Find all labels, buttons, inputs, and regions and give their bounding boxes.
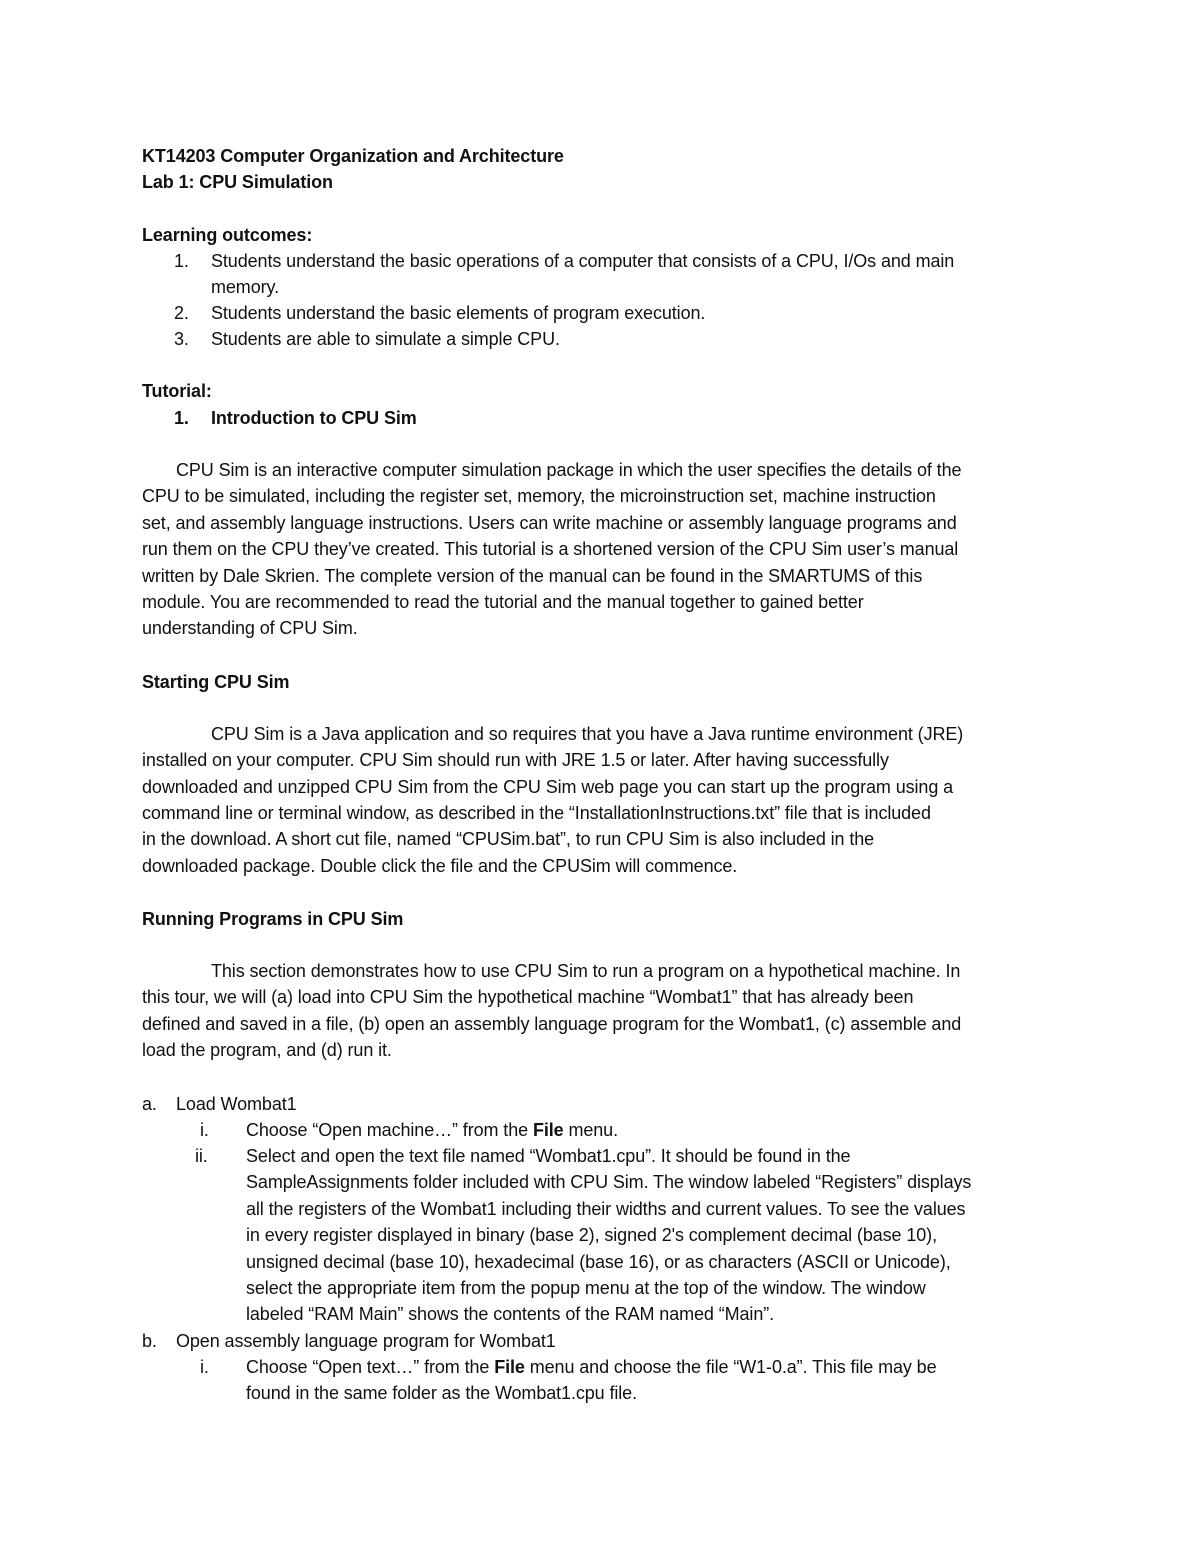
substep-line: Select and open the text file named “Wombat1.cpu”. It should be found in the — [246, 1146, 851, 1166]
substep-text-post: menu. — [563, 1120, 618, 1140]
paragraph-line: command line or terminal window, as described in the “InstallationInstructions.txt” file that is included — [142, 803, 931, 823]
substep-number: i. — [200, 1120, 209, 1140]
paragraph-line: CPU to be simulated, including the register set, memory, the microinstruction set, machine instruction — [142, 486, 936, 506]
paragraph-line: downloaded and unzipped CPU Sim from the CPU Sim web page you can start up the program using a — [142, 777, 954, 797]
step-label: b. — [142, 1331, 157, 1351]
substep-line: select the appropriate item from the popup menu at the top of the window. The window — [246, 1278, 926, 1298]
tutorial-heading: Tutorial: — [142, 381, 212, 401]
step-text: Load Wombat1 — [176, 1094, 297, 1114]
paragraph-line: downloaded package. Double click the file and the CPUSim will commence. — [142, 856, 738, 876]
substep-line: all the registers of the Wombat1 including their widths and current values. To see the values — [246, 1199, 966, 1219]
paragraph-line: module. You are recommended to read the tutorial and the manual together to gained better — [142, 592, 864, 612]
substep-line: labeled “RAM Main” shows the contents of the RAM named “Main”. — [246, 1304, 775, 1324]
paragraph-line: defined and saved in a file, (b) open an assembly language program for the Wombat1, (c) assemble and — [142, 1014, 962, 1034]
outcome-number: 3. — [174, 329, 189, 349]
lab-title: Lab 1: CPU Simulation — [142, 172, 333, 192]
outcome-text: Students understand the basic elements of program execution. — [211, 303, 706, 323]
tutorial-item-title: Introduction to CPU Sim — [211, 408, 417, 428]
outcome-text-cont: memory. — [211, 277, 279, 297]
course-title: KT14203 Computer Organization and Architecture — [142, 146, 564, 166]
paragraph-line: set, and assembly language instructions. Users can write machine or assembly language programs and — [142, 513, 957, 533]
outcome-text: Students understand the basic operations of a computer that consists of a CPU, I/Os and main — [211, 251, 955, 271]
outcome-number: 1. — [174, 251, 189, 271]
tutorial-item-number: 1. — [174, 408, 189, 428]
outcome-number: 2. — [174, 303, 189, 323]
substep-text-pre: Choose “Open machine…” from the — [246, 1120, 533, 1140]
substep-text-pre: Choose “Open text…” from the — [246, 1357, 495, 1377]
paragraph-line: run them on the CPU they’ve created. This tutorial is a shortened version of the CPU Sim user’s manual — [142, 539, 959, 559]
step-label: a. — [142, 1094, 157, 1114]
paragraph-line: CPU Sim is a Java application and so requires that you have a Java runtime environment (JRE) — [211, 724, 964, 744]
substep-line: SampleAssignments folder included with CPU Sim. The window labeled “Registers” displays — [246, 1172, 972, 1192]
starting-heading: Starting CPU Sim — [142, 672, 290, 692]
paragraph-line: in the download. A short cut file, named “CPUSim.bat”, to run CPU Sim is also included in the — [142, 829, 875, 849]
substep-line: unsigned decimal (base 10), hexadecimal (base 16), or as characters (ASCII or Unicode), — [246, 1252, 951, 1272]
substep-line: found in the same folder as the Wombat1.cpu file. — [246, 1383, 637, 1403]
outcome-text: Students are able to simulate a simple CPU. — [211, 329, 560, 349]
substep-number: i. — [200, 1357, 209, 1377]
step-text: Open assembly language program for Wombat1 — [176, 1331, 556, 1351]
file-menu-bold: File — [532, 1120, 564, 1140]
paragraph-line: this tour, we will (a) load into CPU Sim the hypothetical machine “Wombat1” that has already been — [142, 987, 914, 1007]
substep-text-post: menu and choose the file “W1-0.a”. This file may be — [524, 1357, 937, 1377]
paragraph-line: load the program, and (d) run it. — [142, 1040, 392, 1060]
paragraph-line: understanding of CPU Sim. — [142, 618, 358, 638]
paragraph-line: This section demonstrates how to use CPU Sim to run a program on a hypothetical machine. In — [211, 961, 961, 981]
paragraph-line: installed on your computer. CPU Sim should run with JRE 1.5 or later. After having successfully — [142, 750, 889, 770]
paragraph-line: CPU Sim is an interactive computer simulation package in which the user specifies the details of the — [176, 460, 962, 480]
substep-text — [246, 1117, 618, 1143]
running-heading: Running Programs in CPU Sim — [142, 909, 404, 929]
substep-number: ii. — [195, 1146, 208, 1166]
paragraph-line: written by Dale Skrien. The complete version of the manual can be found in the SMARTUMS of this — [142, 566, 923, 586]
file-menu-bold: File — [494, 1357, 525, 1377]
learning-outcomes-heading: Learning outcomes: — [142, 225, 313, 245]
substep-line: in every register displayed in binary (base 2), signed 2's complement decimal (base 10), — [246, 1225, 937, 1245]
substep-text — [246, 1354, 937, 1380]
